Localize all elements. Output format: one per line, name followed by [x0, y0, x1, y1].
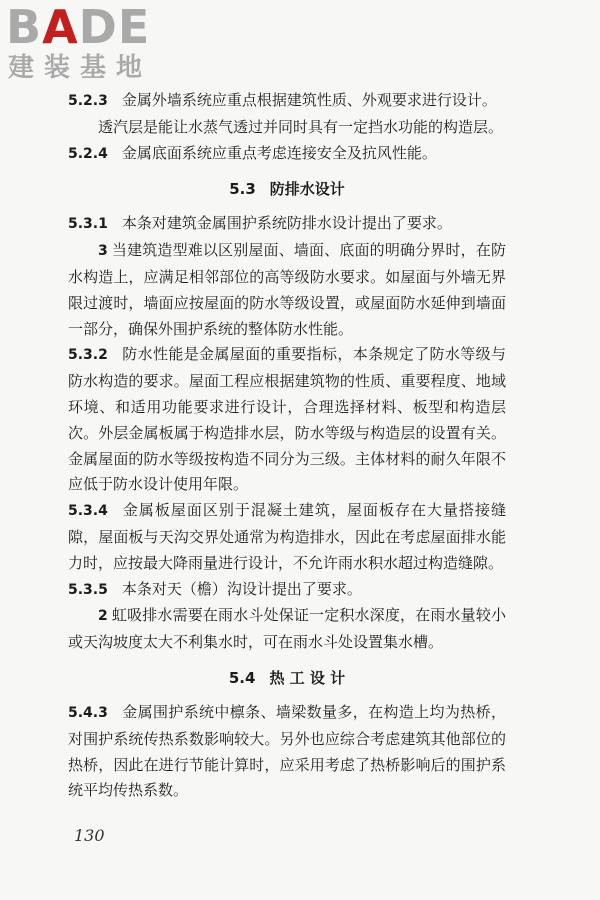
section-heading-5-4 — [68, 665, 506, 691]
item-text: 当建筑造型难以区别屋面、墙面、底面的明确分界时，在防水构造上，应满足相邻部位的高等级防水要求。如屋面与外墙无界限过渡时，墙面应按屋面的防水等级设置，或屋面防水延伸到墙面一部分，确保外围护系统的整体防水性能。 — [68, 241, 506, 338]
clause-5-2-4 — [68, 141, 506, 168]
paragraph: 透汽层是能让水蒸气透过并同时具有一定挡水功能的构造层。 — [98, 117, 504, 136]
section-heading-5-3 — [68, 176, 506, 202]
section-title: 防排水设计 — [269, 180, 345, 199]
section-number: 5.3 — [229, 180, 256, 199]
list-item-3 — [68, 238, 506, 342]
section-number: 5.4 — [228, 668, 256, 687]
section-title: 热 工 设 计 — [269, 668, 346, 687]
clause-number: 5.2.4 — [68, 145, 108, 162]
clause-text: 金属围护系统中檩条、墙梁数量多，在构造上均为热桥，对围护系统传热系数影响较大。另外也应综合考虑建筑其他部位的热桥，因此在进行节能计算时，应采用考虑了热桥影响后的围护系统平均传热系数。 — [68, 702, 506, 800]
clause-text: 防水性能是金属屋面的重要指标，本条规定了防水等级与防水构造的要求。屋面工程应根据建筑物的性质、重要程度、地域环境、和适用功能要求进行设计，合理选择材料、板型和构造层次。外层金属板属于构造排水层，防水等级与构造层的设置有关。金属屋面的防水等级按构造不同分为三级。主体材料的耐久年限不应低于防水设计使用年限。 — [68, 345, 506, 494]
clause-number: 5.3.4 — [68, 503, 108, 520]
item-number: 3 — [98, 243, 108, 260]
item-number: 2 — [98, 608, 108, 625]
clause-5-2-3 — [68, 88, 506, 115]
clause-5-3-1 — [68, 211, 506, 238]
brand-logo — [6, 2, 176, 90]
clause-number: 5.3.5 — [68, 581, 108, 598]
clause-text: 本条对建筑金属围护系统防排水设计提出了要求。 — [121, 214, 452, 233]
clause-number: 5.3.2 — [68, 347, 108, 364]
clause-5-3-5 — [68, 577, 506, 604]
clause-text: 金属板屋面区别于混凝土建筑，屋面板存在大量搭接缝隙，屋面板与天沟交界处通常为构造排水，因此在考虑屋面排水能力时，应按最大降雨量进行设计，不允许雨水积水超过构造缝隙。 — [68, 501, 506, 572]
clause-text: 金属外墙系统应重点根据建筑性质、外观要求进行设计。 — [121, 91, 497, 109]
logo-subtitle: 建装基地 — [8, 53, 153, 83]
clause-text: 本条对天（檐）沟设计提出了要求。 — [121, 579, 362, 598]
list-item-2 — [68, 603, 506, 656]
clause-5-3-2 — [68, 342, 506, 498]
clause-number: 5.3.1 — [68, 216, 108, 233]
item-text: 虹吸排水需要在雨水斗处保证一定积水深度，在雨水量较小或天沟坡度太大不利集水时，可在雨水斗处设置集水槽。 — [68, 606, 506, 652]
clause-number: 5.4.3 — [68, 704, 108, 721]
clause-text: 金属底面系统应重点考虑连接安全及抗风性能。 — [121, 143, 437, 162]
logo-wordmark: BADE — [6, 0, 151, 54]
clause-5-3-4 — [68, 498, 506, 576]
document-body — [68, 88, 506, 804]
clause-5-4-3 — [68, 700, 506, 804]
page-number: 130 — [74, 826, 105, 845]
clause-number: 5.2.3 — [68, 93, 108, 109]
